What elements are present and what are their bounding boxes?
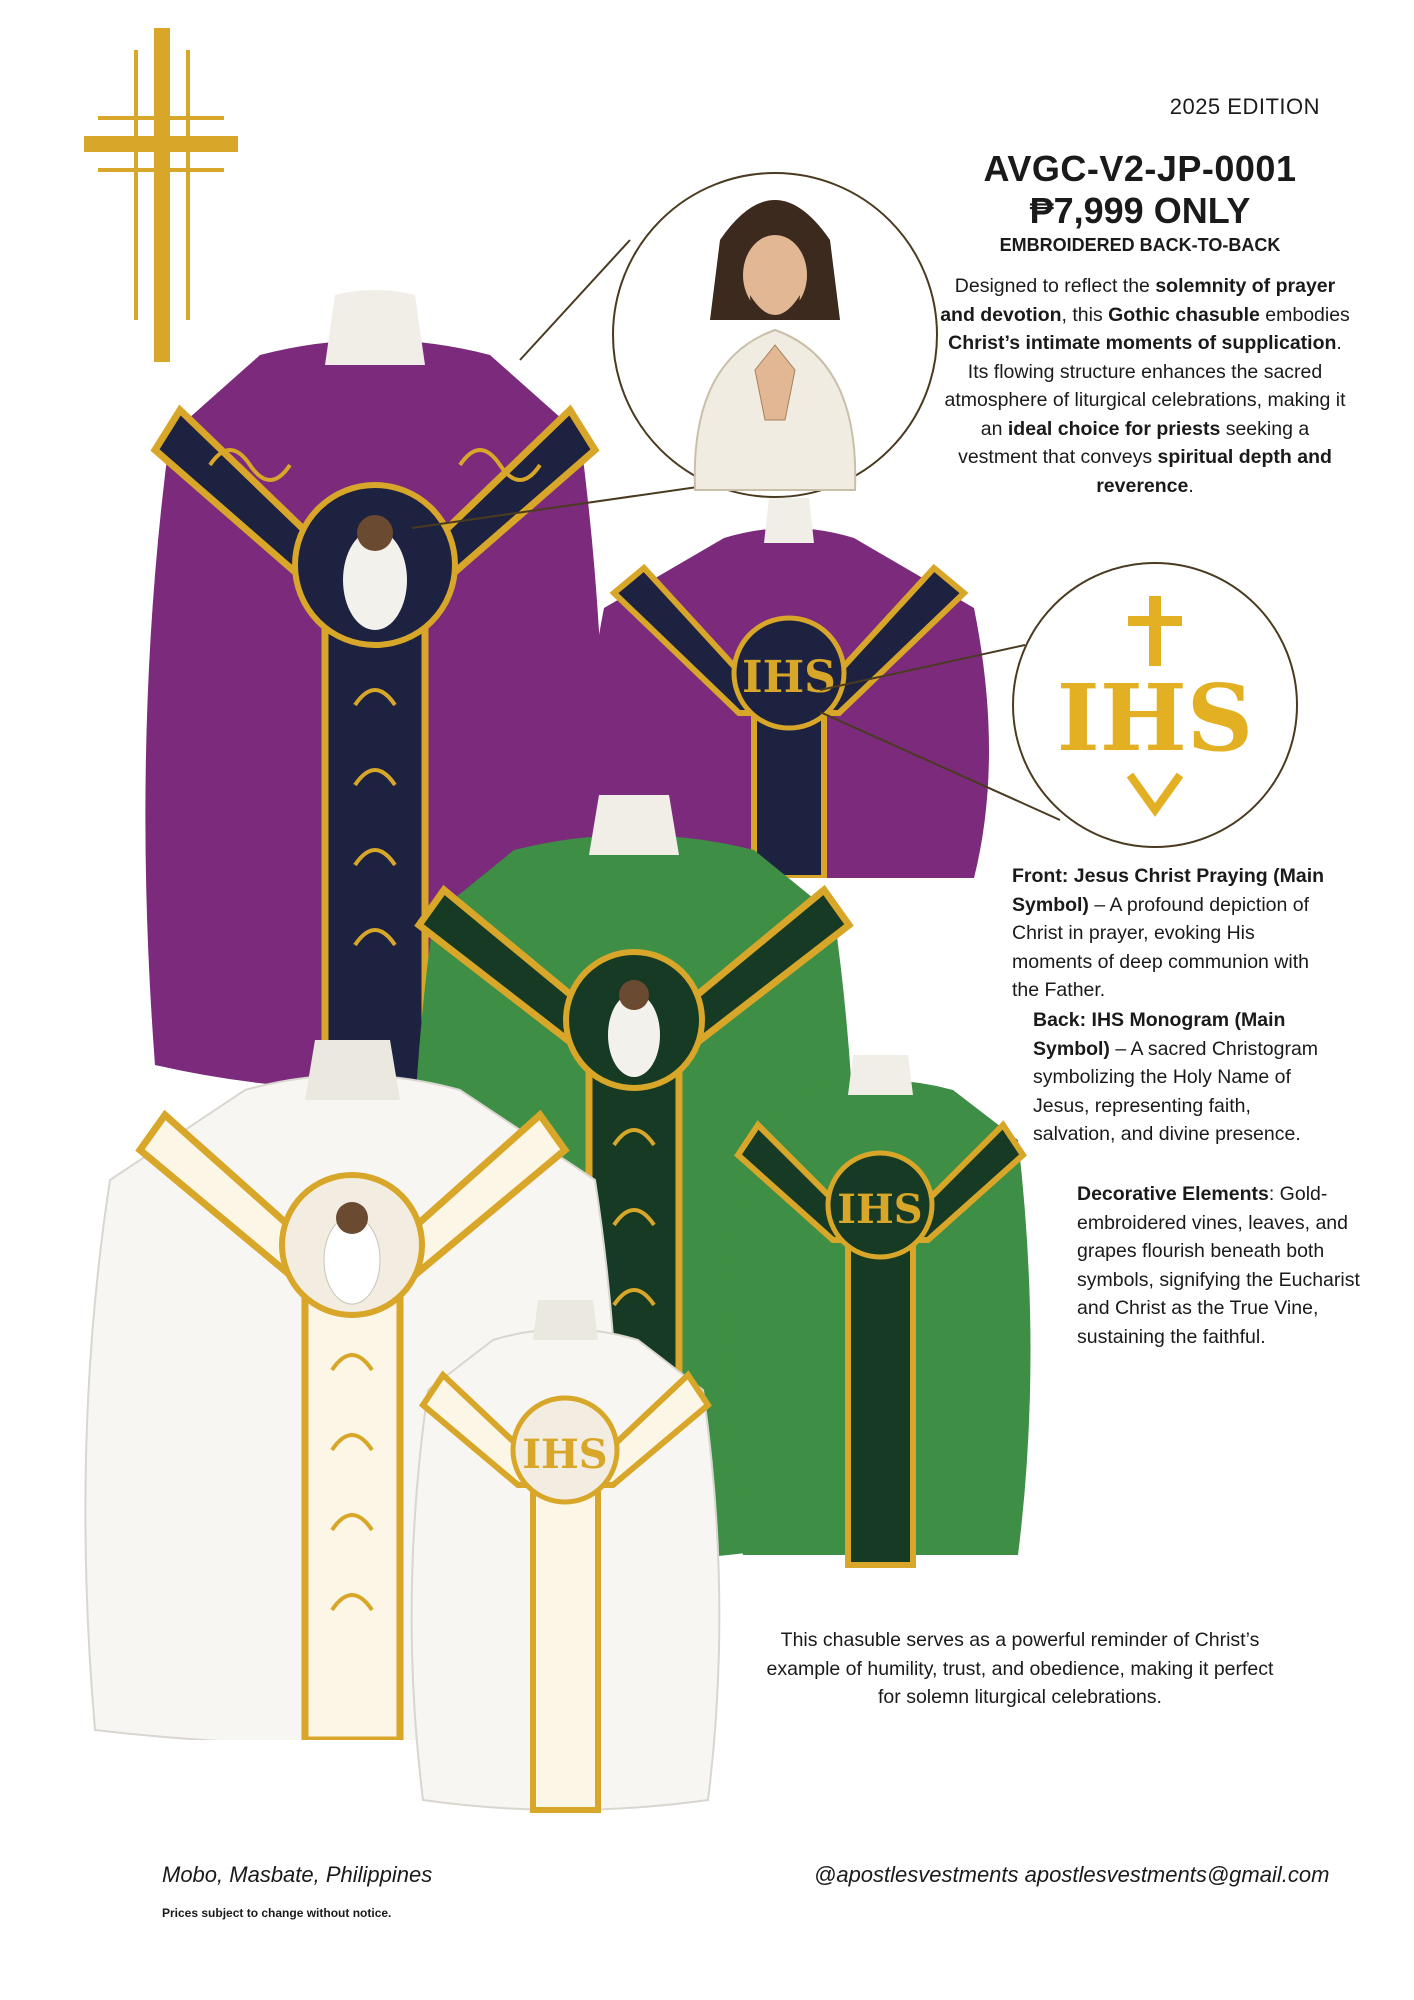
green-back-monogram: IHS — [837, 1186, 923, 1233]
intro-segment: . — [1188, 474, 1194, 497]
ihs-monogram-icon — [1010, 560, 1300, 850]
feature-front-text: – A profound depiction of Christ in prayer, evoking His moments of deep communion with the Father. — [1012, 893, 1310, 1001]
feature-front — [1012, 862, 1332, 1005]
intro-segment: . Its flowing structure enhances the sacred atmosphere of liturgical celebrations, making it an — [944, 332, 1346, 440]
feature-front-label: Front: Jesus Christ Praying (Main Symbol) — [1012, 865, 1325, 916]
feature-decorative — [1077, 1180, 1367, 1351]
product-header — [930, 148, 1350, 258]
intro-segment: ideal choice for priests — [1007, 417, 1221, 440]
jesus-praying-icon — [610, 170, 940, 500]
feature-back-label: Back: IHS Monogram (Main Symbol) — [1033, 1009, 1286, 1060]
footer-contact: @apostlesvestments apostlesvestments@gmail.com — [814, 1862, 1330, 1887]
edition-label: 2025 EDITION — [1169, 94, 1320, 119]
footer-location: Mobo, Masbate, Philippines — [162, 1862, 433, 1887]
intro-segment: , this — [1061, 303, 1109, 326]
feature-back — [1033, 1006, 1333, 1149]
feature-decorative-label: Decorative Elements — [1077, 1183, 1269, 1205]
feature-back-text: – A sacred Christogram symbolizing the Holy Name of Jesus, representing faith, salvation, and divine presence. — [1033, 1037, 1319, 1145]
price-disclaimer: Prices subject to change without notice. — [162, 1906, 392, 1920]
closing-paragraph: This chasuble serves as a powerful reminder of Christ’s example of humility, trust, and obedience, making it perfect for solemn liturgical celebrations. — [766, 1629, 1274, 1708]
intro-paragraph — [940, 272, 1350, 500]
intro-segment: spiritual depth and reverence — [1096, 446, 1332, 497]
product-price: ₱7,999 ONLY — [1029, 190, 1251, 231]
intro-segment: Christ’s intimate moments of supplication — [948, 332, 1337, 354]
intro-segment: seeking a vestment that conveys — [958, 417, 1310, 468]
purple-back-monogram: IHS — [742, 652, 836, 703]
intro-segment: embodies — [1259, 303, 1350, 326]
product-subhead: EMBROIDERED BACK-TO-BACK — [999, 235, 1281, 255]
white-back-monogram: IHS — [522, 1431, 608, 1478]
intro-segment: solemnity of prayer and devotion — [940, 275, 1336, 326]
intro-segment: Gothic chasuble — [1108, 303, 1260, 326]
zoom-monogram-text: IHS — [1056, 664, 1254, 772]
white-chasuble-back-image — [398, 1300, 733, 1820]
product-sku: AVGC-V2-JP-0001 — [983, 148, 1297, 189]
green-chasuble-back-image — [718, 1055, 1043, 1575]
intro-segment: Designed to reflect the — [954, 275, 1156, 297]
feature-decorative-text: : Gold-embroidered vines, leaves, and grapes flourish beneath both symbols, signifying the Eucharist and Christ as the True Vine, sustaining the faithful. — [1077, 1183, 1360, 1348]
